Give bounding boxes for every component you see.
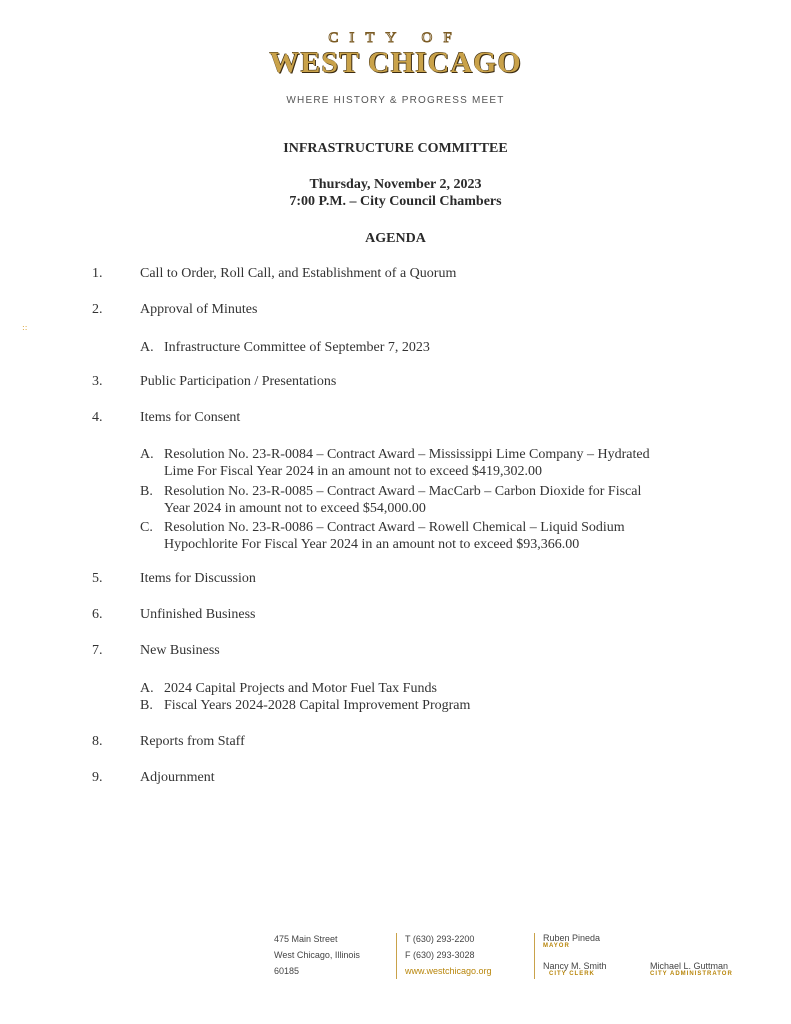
- sub-item: [140, 519, 625, 553]
- mayor-block: [543, 933, 600, 950]
- sub-item-text-cont: Hypochlorite For Fiscal Year 2024 in an amount not to exceed $93,366.00: [164, 537, 580, 552]
- sub-item-letter: B.: [140, 484, 153, 499]
- sub-item-text: Resolution No. 23-R-0084 – Contract Award – Mississippi Lime Company – Hydrated: [164, 447, 650, 462]
- agenda-item: Items for Discussion: [140, 571, 256, 586]
- address-line: 60185: [274, 966, 300, 976]
- item-number: 2.: [92, 302, 103, 317]
- item-number: 1.: [92, 266, 103, 281]
- address-line: West Chicago, Illinois: [274, 950, 360, 960]
- logo-city-name: WEST CHICAGO: [269, 46, 522, 79]
- administrator-role: CITY ADMINISTRATOR: [650, 971, 733, 977]
- agenda-item: Public Participation / Presentations: [140, 374, 337, 389]
- sub-item-letter: A.: [140, 447, 154, 462]
- sub-item-letter: C.: [140, 520, 153, 535]
- sub-item-text: Resolution No. 23-R-0086 – Contract Award – Rowell Chemical – Liquid Sodium: [164, 520, 625, 535]
- logo-city-text: CITY OF: [328, 30, 463, 46]
- sub-item-text-cont: Lime For Fiscal Year 2024 in an amount not to exceed $419,302.00: [164, 464, 542, 479]
- administrator-block: [650, 961, 733, 978]
- fax-number: F (630) 293-3028: [405, 950, 475, 960]
- footer-contact: [405, 931, 492, 979]
- mayor-role: MAYOR: [543, 943, 570, 949]
- sub-item-letter: B.: [140, 698, 153, 713]
- sub-item: [140, 483, 641, 517]
- website-link[interactable]: www.westchicago.org: [405, 966, 492, 976]
- agenda-item: Items for Consent: [140, 410, 241, 425]
- agenda-item: New Business: [140, 643, 220, 658]
- agenda-item: Unfinished Business: [140, 607, 256, 622]
- agenda-heading: AGENDA: [365, 231, 426, 246]
- mayor-name: Ruben Pineda: [543, 933, 601, 943]
- tagline: WHERE HISTORY & PROGRESS MEET: [286, 95, 505, 106]
- sub-item-letter: A.: [140, 681, 154, 696]
- committee-title: INFRASTRUCTURE COMMITTEE: [283, 141, 508, 156]
- sub-item-text: 2024 Capital Projects and Motor Fuel Tax Funds: [164, 681, 437, 696]
- footer-divider: [396, 933, 397, 979]
- clerk-block: [543, 961, 607, 978]
- item-number: 4.: [92, 410, 103, 425]
- meeting-date: Thursday, November 2, 2023: [309, 177, 482, 192]
- phone-number: T (630) 293-2200: [405, 934, 475, 944]
- sub-item-text-cont: Year 2024 in amount not to exceed $54,000.00: [164, 501, 426, 516]
- item-number: 5.: [92, 571, 103, 586]
- agenda-item: Approval of Minutes: [140, 302, 258, 317]
- sub-item: [140, 339, 430, 356]
- item-number: 6.: [92, 607, 103, 622]
- margin-mark: ::: [22, 323, 28, 332]
- agenda-item: Reports from Staff: [140, 734, 245, 749]
- agenda-item: Adjournment: [140, 770, 215, 785]
- item-number: 8.: [92, 734, 103, 749]
- meeting-time-location: 7:00 P.M. – City Council Chambers: [289, 194, 502, 209]
- item-number: 7.: [92, 643, 103, 658]
- sub-item: [140, 446, 650, 480]
- sub-item: [140, 680, 437, 697]
- footer-address: [274, 931, 360, 979]
- clerk-name: Nancy M. Smith: [543, 961, 607, 971]
- agenda-item: Call to Order, Roll Call, and Establishment of a Quorum: [140, 266, 457, 281]
- sub-item-text: Infrastructure Committee of September 7, 2023: [164, 340, 430, 355]
- item-number: 9.: [92, 770, 103, 785]
- item-number: 3.: [92, 374, 103, 389]
- clerk-role: CITY CLERK: [549, 971, 595, 977]
- address-line: 475 Main Street: [274, 934, 338, 944]
- sub-item-letter: A.: [140, 340, 154, 355]
- sub-item-text: Resolution No. 23-R-0085 – Contract Award – MacCarb – Carbon Dioxide for Fiscal: [164, 484, 642, 499]
- administrator-name: Michael L. Guttman: [650, 961, 729, 971]
- footer-divider: [534, 933, 535, 979]
- sub-item-text: Fiscal Years 2024-2028 Capital Improvement Program: [164, 698, 471, 713]
- sub-item: [140, 697, 470, 714]
